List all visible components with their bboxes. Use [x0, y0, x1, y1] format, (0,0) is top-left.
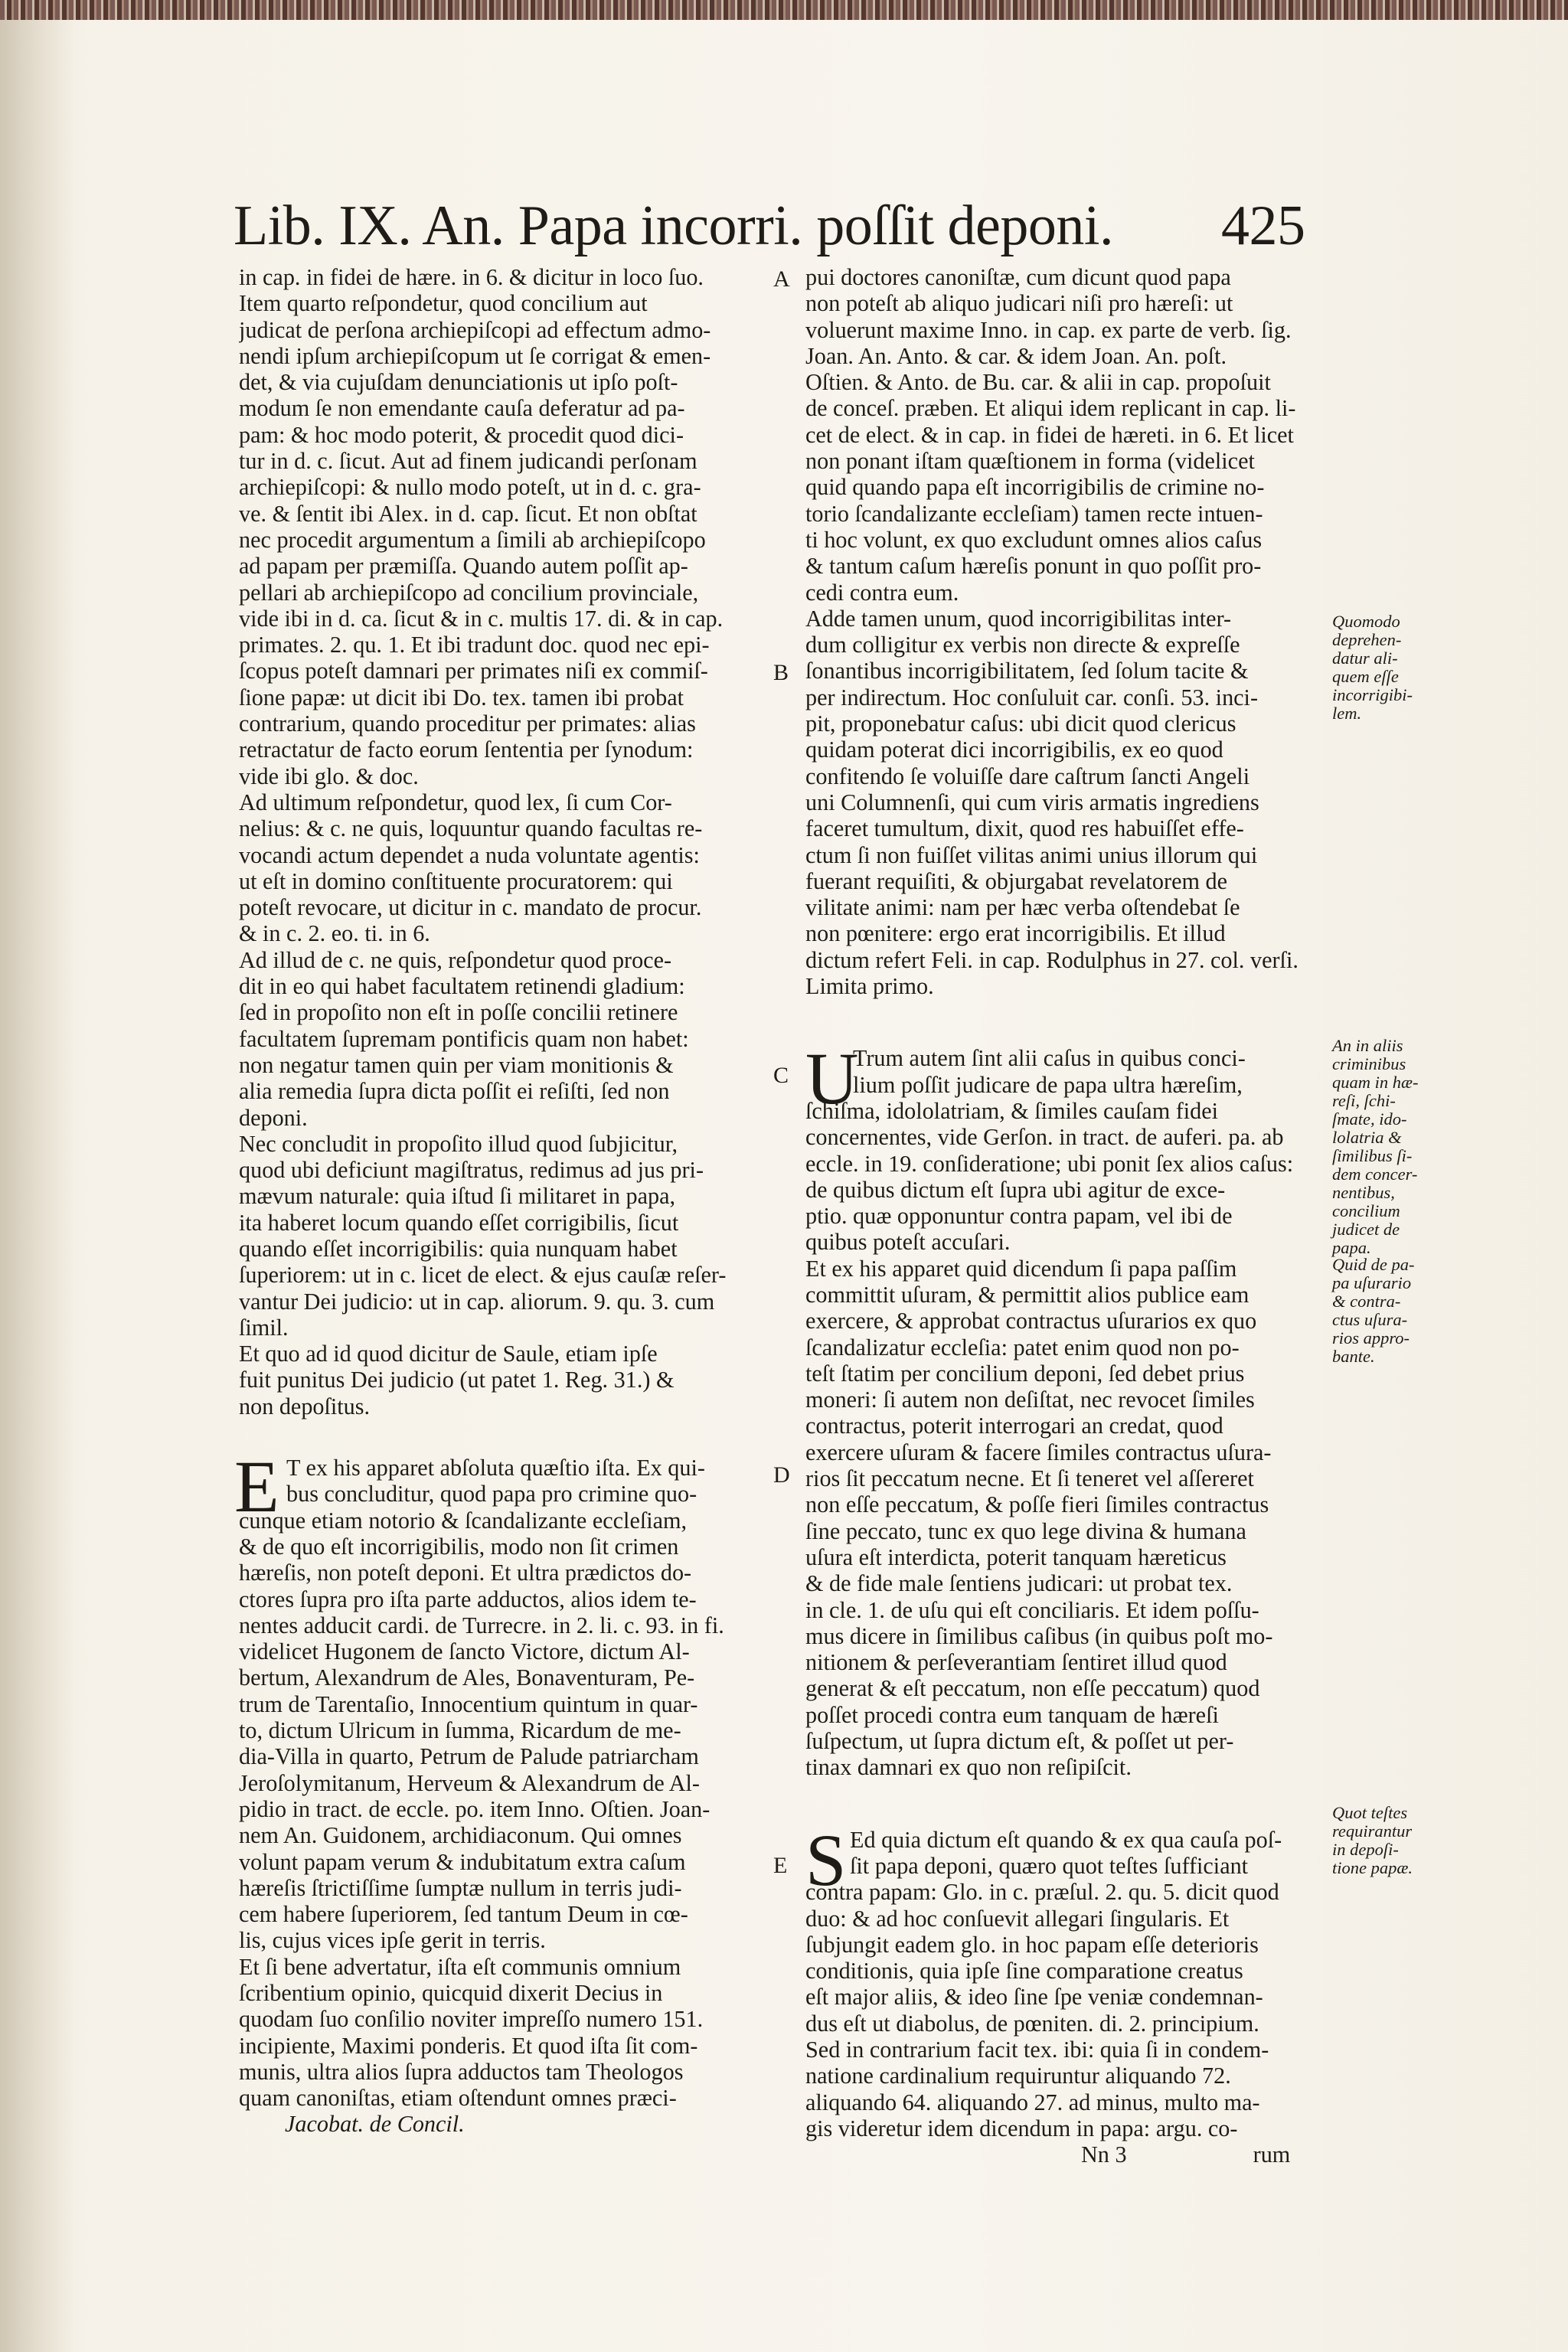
marginal-note-line: rios appro- — [1332, 1328, 1410, 1348]
text-line: ctores ſupra pro iſta parte adductos, alios idem te- — [239, 1586, 697, 1612]
text-line: dia-Villa in quarto, Petrum de Palude patriarcham — [239, 1743, 699, 1770]
text-line: ſubjungit eadem glo. in hoc papam eſſe deterioris — [805, 1931, 1259, 1958]
text-line: Sed in contrarium facit tex. ibi: quia ſi in condem- — [805, 2037, 1269, 2063]
text-line: facultatem ſupremam pontificis quam non habet: — [239, 1025, 689, 1052]
text-line: duo: & ad hoc conſuevit allegari ſingularis. Et — [805, 1905, 1230, 1932]
text-line: trum de Tarentaſio, Innocentium quintum in quar- — [239, 1690, 698, 1717]
marginal-note-line: ſimilibus ſi- — [1332, 1146, 1413, 1165]
text-line: uni Columnenſi, qui cum viris armatis ingrediens — [805, 789, 1259, 815]
section-d-text — [239, 1455, 767, 2111]
text-line: vilitate animi: nam per hæc verba oſtendebat ſe — [805, 894, 1240, 921]
right-column — [805, 264, 1326, 2167]
text-line: Ad illud de c. ne quis, reſpondetur quod proce- — [239, 946, 672, 973]
drop-cap-e: E — [234, 1446, 279, 1528]
text-line: nendi ipſum archiepiſcopum ut ſe corrigat & emen- — [239, 342, 711, 369]
marginal-note-line: Quid de pa- — [1332, 1255, 1415, 1274]
marginal-note-line: datur ali- — [1332, 648, 1398, 668]
text-line: dus eſt ut diabolus, de pœniten. di. 2. principium. — [805, 2010, 1259, 2037]
text-line: ve. & ſentit ibi Alex. in d. cap. ſicut. Et non obſtat — [239, 500, 697, 527]
text-line: hæreſis ſtrictiſſime ſumptæ nullum in terris judi- — [239, 1874, 682, 1901]
marginal-note-line: in depoſi- — [1332, 1840, 1399, 1859]
catchword-left: Jacobat. de Concil. — [285, 2111, 465, 2138]
text-line: vide ibi in d. ca. ſicut & in c. multis 17. di. & in cap. — [239, 605, 724, 632]
text-line: to, dictum Ulricum in ſumma, Ricardum de me- — [239, 1717, 681, 1744]
marginal-note-line: judicet de — [1332, 1220, 1400, 1239]
text-line: exercere, & approbat contractus uſurarios ex quo — [805, 1308, 1257, 1334]
text-line: teſt ſtatim per concilium deponi, ſed debet prius — [805, 1360, 1245, 1387]
text-line: Et ſi bene advertatur, iſta eſt communis omnium — [239, 1953, 681, 1980]
text-line: eccle. in 19. conſideratione; ubi ponit ſex alios caſus: — [805, 1150, 1294, 1177]
text-line: tur in d. c. ſicut. Aut ad finem judicandi perſonam — [239, 448, 697, 475]
text-line: quando eſſet incorrigibilis: quia nunquam habet — [239, 1235, 678, 1262]
marginal-note-line: An in aliis — [1332, 1036, 1403, 1055]
text-line: lium poſſit judicare de papa ultra hæreſim, — [853, 1071, 1243, 1098]
text-line: in cap. in fidei de hære. in 6. & dicitur in loco ſuo. — [239, 264, 704, 290]
text-line: rios ſit peccatum necne. Et ſi teneret vel aſſereret — [805, 1465, 1254, 1492]
text-line: Trum autem ſint alii caſus in quibus conci- — [853, 1045, 1246, 1072]
section-c-text — [805, 1045, 1326, 1780]
text-line: alia remedia ſupra dicta poſſit ei reſiſti, ſed non — [239, 1078, 670, 1105]
text-line: nem An. Guidonem, archidiaconum. Qui omnes — [239, 1822, 682, 1849]
text-line: nec procedit argumentum a ſimili ab archiepiſcopo — [239, 526, 706, 553]
text-line: ſchiſma, idololatriam, & ſimiles cauſam fidei — [805, 1097, 1219, 1124]
marginal-note-line: lem. — [1332, 704, 1362, 723]
text-line: & tantum caſum hæreſis ponunt in quo poſſit pro- — [805, 553, 1262, 580]
text-line: incipiente, Maximi ponderis. Et quod iſta ſit com- — [239, 2032, 698, 2059]
text-line: retractatur de facto eorum ſententia per ſynodum: — [239, 737, 694, 763]
text-line: ctum ſi non fuiſſet vilitas animi unius illorum qui — [805, 841, 1258, 868]
text-line: quod ubi deficiunt magiſtratus, redimus ad jus pri- — [239, 1157, 704, 1184]
section-e — [805, 1818, 1326, 2142]
text-line: ut eſt in domino conſtituente procuratorem: qui — [239, 867, 673, 894]
text-line: pui doctores canoniſtæ, cum dicunt quod papa — [805, 264, 1231, 290]
text-line: pellari ab archiepiſcopo ad concilium provinciale, — [239, 579, 699, 606]
drop-cap-u: U — [805, 1037, 859, 1120]
text-line: Ad ultimum reſpondetur, quod lex, ſi cum Cor- — [239, 789, 672, 815]
marginal-note-line: deprehen- — [1332, 630, 1402, 649]
text-line: ſed in propoſito non eſt in poſſe concilii retinere — [239, 999, 678, 1026]
text-line: non negatur tamen quin per viam monitionis & — [239, 1051, 674, 1078]
marginal-note-line: Quomodo — [1332, 612, 1400, 631]
text-line: concernentes, vide Gerſon. in tract. de auferi. pa. ab — [805, 1124, 1284, 1151]
text-line: de conceſ. præben. Et aliqui idem replicant in cap. li- — [805, 395, 1296, 422]
text-line: Et quo ad id quod dicitur de Saule, etiam ipſe — [239, 1341, 658, 1367]
text-line: torio ſcandalizante eccleſiam) tamen recte intuen- — [805, 500, 1263, 527]
text-line: hæreſis, non poteſt deponi. Et ultra prædictos do- — [239, 1560, 692, 1586]
signature-mark: Nn 3 — [1081, 2141, 1127, 2168]
text-line: ſimil. — [239, 1314, 289, 1341]
section-letter-a: A — [773, 266, 790, 292]
text-line: exercere uſuram & facere ſimiles contractus uſura- — [805, 1439, 1272, 1465]
text-line: munis, ultra alios ſupra adductos tam Theologos — [239, 2058, 684, 2085]
text-line: & de fide male ſentiens judicari: ut probat tex. — [805, 1570, 1233, 1597]
section-letter-d: D — [773, 1462, 790, 1488]
text-line: quibus poteſt accuſari. — [805, 1229, 1011, 1256]
text-line: ſuſpectum, ut ſupra dictum eſt, & poſſet ut per- — [805, 1728, 1234, 1755]
text-line: contractus, poterit interrogari an credat, quod — [805, 1413, 1223, 1439]
text-line: ſine peccato, tunc ex quo lege divina & humana — [805, 1517, 1246, 1544]
text-line: fuerant requiſiti, & objurgabat revelatorem de — [805, 867, 1227, 894]
section-a-text — [805, 264, 1326, 999]
marginal-note-line: lolatria & — [1332, 1128, 1402, 1147]
text-line: modum ſe non emendante cauſa deferatur ad pa- — [239, 395, 685, 422]
marginal-note-2 — [1332, 1037, 1419, 1257]
text-line: Jeroſolymitanum, Herveum & Alexandrum de Al- — [239, 1769, 700, 1796]
text-line: Et ex his apparet quid dicendum ſi papa paſſim — [805, 1255, 1237, 1282]
text-line: in cle. 1. de uſu qui eſt conciliaris. Et idem poſſu- — [805, 1596, 1259, 1623]
text-line: eſt major aliis, & ideo ſine ſpe veniæ condemnan- — [805, 1984, 1263, 2011]
text-line: generat & eſt peccatum, non eſſe peccatum) quod — [805, 1675, 1260, 1702]
left-column — [234, 264, 767, 2138]
text-line: bus concluditur, quod papa pro crimine quo- — [286, 1481, 697, 1508]
text-line: videlicet Hugonem de ſancto Victore, dictum Al- — [239, 1638, 690, 1665]
text-line: Item quarto reſpondetur, quod concilium aut — [239, 290, 648, 317]
text-line: archiepiſcopi: & nullo modo poteſt, ut in d. c. gra- — [239, 474, 701, 501]
text-line: quidam poterat dici incorrigibilis, ex eo quod — [805, 737, 1223, 763]
text-line: per indirectum. Hoc conſuluit car. conſi. 53. inci- — [805, 684, 1258, 710]
marginal-note-line: concilium — [1332, 1201, 1400, 1220]
running-head — [234, 191, 1321, 260]
text-line: & de quo eſt incorrigibilis, modo non ſit crimen — [239, 1533, 679, 1560]
text-line: gis videretur idem dicendum in papa: argu. co- — [805, 2115, 1238, 2141]
text-line: vide ibi glo. & doc. — [239, 763, 419, 789]
text-line: moneri: ſi autem non deſiſtat, nec revocet ſimiles — [805, 1387, 1255, 1413]
text-line: det, & via cujuſdam denunciationis ut ipſo poſt- — [239, 369, 678, 396]
marginal-note-line: tione papæ. — [1332, 1858, 1413, 1877]
text-line: deponi. — [239, 1104, 308, 1131]
text-line: quodam ſuo conſilio noviter impreſſo numero 151. — [239, 2006, 704, 2033]
marginal-note-line: quam in hæ- — [1332, 1073, 1419, 1092]
text-line: non pœnitere: ergo erat incorrigibilis. Et illud — [805, 920, 1226, 947]
marginal-note-line: incorrigibi- — [1332, 685, 1413, 704]
text-line: bertum, Alexandrum de Ales, Bonaventuram, Pe- — [239, 1664, 695, 1691]
text-line: nentes adducit cardi. de Turrecre. in 2. li. c. 93. in fi. — [239, 1612, 724, 1638]
text-line: ſcribentium opinio, quicquid dixerit Decius in — [239, 1980, 663, 2006]
catchword-right: rum — [1253, 2141, 1291, 2168]
section-letter-b: B — [773, 660, 789, 685]
text-line: pit, proponebatur caſus: ubi dicit quod clericus — [805, 710, 1236, 737]
text-line: conditionis, quia ipſe ſine comparatione creatus — [805, 1958, 1243, 1984]
page-gutter — [0, 20, 74, 2352]
text-line: cunque etiam notorio & ſcandalizante eccleſiam, — [239, 1507, 688, 1534]
marginal-note-4 — [1332, 1804, 1413, 1877]
marginal-note-line: criminibus — [1332, 1054, 1406, 1073]
text-line: tinax damnari ex quo non reſipiſcit. — [805, 1754, 1132, 1781]
text-line: ſit papa deponi, quæro quot teſtes ſufficiant — [850, 1852, 1249, 1879]
marginal-note-line: Quot teſtes — [1332, 1803, 1408, 1822]
text-line: mævum naturale: quia iſtud ſi militaret in papa, — [239, 1183, 676, 1210]
text-line: fuit punitus Dei judicio (ut patet 1. Reg. 31.) & — [239, 1367, 675, 1393]
text-line: cet de elect. & in cap. in fidei de hæreti. in 6. Et licet — [805, 421, 1294, 448]
marginal-note-line: ſmate, ido- — [1332, 1109, 1407, 1129]
marginal-note-line: pa uſurario — [1332, 1273, 1412, 1292]
section-c — [805, 1037, 1326, 1781]
text-line: ſonantibus incorrigibilitatem, ſed ſolum tacite & — [805, 658, 1249, 684]
text-line: primates. 2. qu. 1. Et ibi tradunt doc. quod nec epi- — [239, 632, 710, 658]
text-line: contrarium, quando proceditur per primates: alias — [239, 710, 696, 737]
text-line: pam: & hoc modo poterit, & procedit quod dici- — [239, 421, 684, 448]
text-line: judicat de perſona archiepiſcopi ad effectum admo- — [239, 316, 711, 343]
marginal-note-line: quem eſſe — [1332, 667, 1399, 686]
marginal-note-3 — [1332, 1256, 1414, 1366]
marginal-note-1 — [1332, 612, 1413, 723]
section-letter-e: E — [773, 1853, 788, 1878]
text-line: poteſt revocare, ut dicitur in c. mandato de procur. — [239, 894, 702, 921]
text-line: confitendo ſe voluiſſe dare caſtrum ſancti Angeli — [805, 763, 1250, 789]
text-line: Joan. An. Anto. & car. & idem Joan. An. poſt. — [805, 342, 1227, 369]
text-line: uſura eſt interdicta, poterit tanquam hæreticus — [805, 1544, 1227, 1570]
text-line: ſuperiorem: ut in c. licet de elect. & ejus cauſæ reſer- — [239, 1262, 727, 1289]
text-line: Nec concludit in propoſito illud quod ſubjicitur, — [239, 1130, 678, 1157]
text-line: ſcopus poteſt damnari per primates niſi ex commiſ- — [239, 658, 708, 684]
text-line: ti hoc volunt, ex quo excludunt omnes alios caſus — [805, 526, 1263, 553]
marginal-note-line: requirantur — [1332, 1821, 1413, 1841]
text-line: natione cardinalium requiruntur aliquando 72. — [805, 2063, 1231, 2089]
section-letter-c: C — [773, 1063, 789, 1088]
text-line: mus dicere in ſimilibus caſibus (in quibus poſt mo- — [805, 1622, 1273, 1649]
text-line: voluerunt maxime Inno. in cap. ex parte de verb. ſig. — [805, 316, 1292, 343]
marginal-note-line: ctus uſura- — [1332, 1310, 1408, 1329]
text-line: cedi contra eum. — [805, 579, 959, 606]
text-line: nelius: & c. ne quis, loquuntur quando facultas re- — [239, 815, 703, 842]
marginal-note-line: & contra- — [1332, 1292, 1401, 1311]
marginal-note-line: dem concer- — [1332, 1165, 1418, 1184]
text-line: poſſet procedi contra eum tanquam de hæreſi — [805, 1701, 1219, 1728]
text-line: dictum refert Feli. in cap. Rodulphus in 27. col. verſi. — [805, 946, 1298, 973]
text-line: dit in eo qui habet facultatem retinendi gladium: — [239, 973, 685, 1000]
marginal-note-line: reſi, ſchi- — [1332, 1091, 1396, 1110]
text-line: vantur Dei judicio: ut in cap. aliorum. 9. qu. 3. cum — [239, 1288, 715, 1315]
text-line: non depoſitus. — [239, 1393, 371, 1419]
text-line: ſcandalizatur eccleſia: patet enim quod non po- — [805, 1334, 1240, 1361]
marginal-note-line: nentibus, — [1332, 1183, 1395, 1202]
text-line: non poteſt ab aliquo judicari niſi pro hæreſi: ut — [805, 290, 1233, 317]
text-line: faceret tumultum, dixit, quod res habuiſſet effe- — [805, 815, 1244, 842]
text-line: ita haberet locum quando eſſet corrigibilis, ſicut — [239, 1209, 679, 1236]
text-line: pidio in tract. de eccle. po. item Inno. Oſtien. Joan- — [239, 1795, 710, 1822]
text-line: Adde tamen unum, quod incorrigibilitas inter- — [805, 605, 1232, 632]
text-line: lis, cujus vices ipſe gerit in terris. — [239, 1927, 546, 1954]
text-line: quam canoniſtas, etiam oſtendunt omnes præci- — [239, 2085, 677, 2112]
text-line: T ex his apparet abſoluta quæſtio iſta. Ex qui- — [286, 1455, 705, 1481]
text-line: committit uſuram, & permittit alios publice eam — [805, 1281, 1250, 1308]
text-line: ad papam per præmiſſa. Quando autem poſſit ap- — [239, 553, 688, 580]
text-line: ſione papæ: ut dicit ibi Do. tex. tamen ibi probat — [239, 684, 684, 710]
text-line: aliquando 64. aliquando 27. ad minus, multo ma- — [805, 2089, 1260, 2115]
text-line: de quibus dictum eſt ſupra ubi agitur de exce- — [805, 1176, 1226, 1203]
text-line: non eſſe peccatum, & poſſe fieri ſimiles contractus — [805, 1491, 1269, 1518]
section-e-text — [805, 1827, 1326, 2142]
drop-cap-s: S — [805, 1818, 847, 1901]
text-line: volunt papam verum & indubitatum extra caſum — [239, 1848, 686, 1875]
text-line: & in c. 2. eo. ti. in 6. — [239, 920, 430, 947]
left-column-text — [239, 264, 767, 1419]
page-footer — [805, 2141, 1326, 2167]
running-head-title: Lib. IX. An. Papa incorri. poſſit deponi. — [234, 194, 1113, 257]
marginal-note-line: papa. — [1332, 1238, 1371, 1257]
text-line: Limita primo. — [805, 973, 934, 1000]
text-line: non ponant iſtam quæſtionem in forma (videlicet — [805, 448, 1255, 475]
text-line: quid quando papa eſt incorrigibilis de crimine no- — [805, 474, 1265, 501]
folio-number: 425 — [1221, 194, 1305, 257]
text-line: contra papam: Glo. in c. præſul. 2. qu. 5. dicit quod — [805, 1879, 1279, 1906]
text-line: dum colligitur ex verbis non directe & expreſſe — [805, 632, 1240, 658]
text-line: cem habere ſuperiorem, ſed tantum Deum in cœ- — [239, 1901, 688, 1928]
text-line: Ed quia dictum eſt quando & ex qua cauſa poſ- — [850, 1826, 1282, 1853]
section-d — [234, 1446, 767, 2112]
text-line: Oſtien. & Anto. de Bu. car. & alii in cap. propoſuit — [805, 369, 1271, 396]
text-line: vocandi actum dependet a nuda voluntate agentis: — [239, 841, 700, 868]
text-line: nitionem & perſeverantiam ſentiret illud quod — [805, 1649, 1227, 1676]
text-line: ptio. quæ opponuntur contra papam, vel ibi de — [805, 1203, 1233, 1230]
marginal-note-line: bante. — [1332, 1347, 1375, 1366]
